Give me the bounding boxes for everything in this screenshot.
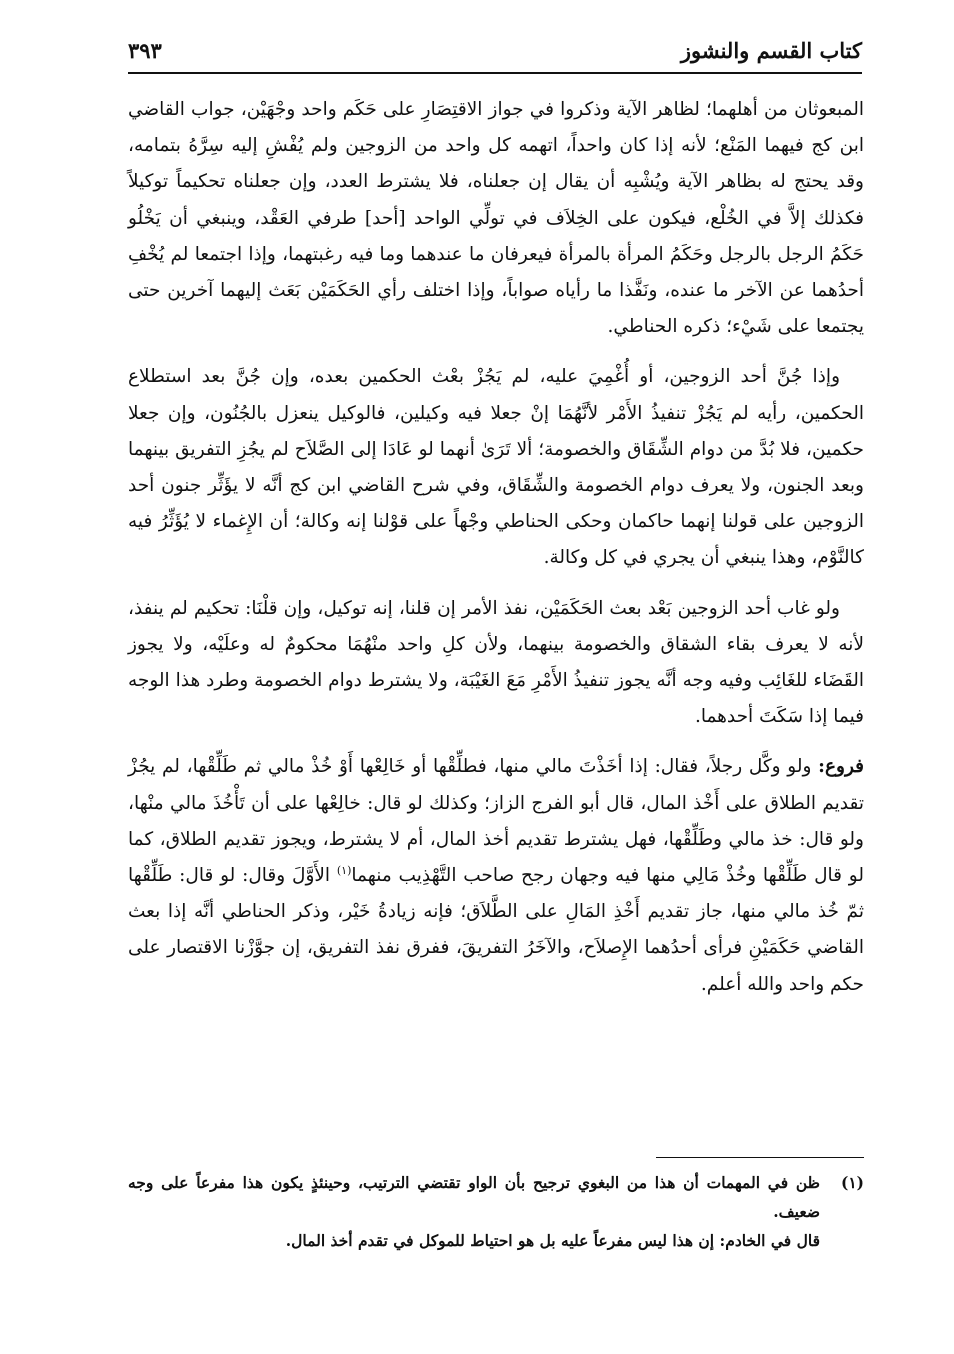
paragraph-text-continued: الأَوَّلَ وقال: لو قال: طَلِّقْها ثمّ خُذ مالي منها، جاز تقديم أَخْذِ المَالِ على الطَّلاَق؛ فإنه زيادةُ خَيْر، وذكر الحناطي أنَّه إذا بعث القاضي حَكَمَيْنِ فرأى أحدُهما الإِصلاَح، والآخَرُ التفريقَ، ففرق نفذ التفريق، إن جوَّزْنا الاقتصار على حكم واحد والله أعلم. xyxy=(128,865,864,995)
footnotes xyxy=(128,1168,864,1255)
paragraph-text: وإذا جُنَّ أحد الزوجين، أو أُغْمِيَ عليه، لم يَجُزْ بعْث الحكمين بعده، وإن جُنَّ بعد استطلاع الحكمين، رأيه لم يَجُزْ تنفيذُ الأَمْر لأنَّهُمَا إنْ جعلا فيه وكيلين، فالوكيل ينعزل بالجُنُون، وإن جعلا حكمين، فلا بُدَّ من دوام الشِّقَاق والخصومة؛ ألا تَرَىٰ أنهما لو عَادَا إلى الصَّلاَح لم يجُزِ التفريق بينهما وبعد الجنون، ولا يعرف دوام الخصومة والشِّقَاق، وفي شرح القاضي ابن كج أنَّه لا يؤَثِّر جنون أحد الزوجين على قولنا إنهما حاكمان وحكى الحناطي وجْهاً على قوْلنا إنه وكالة؛ أن الإِغماء لا يُؤَثِّرُ فيه كالنَّوْم، وهذا ينبغي أن يجري في كل وكالة. xyxy=(128,366,864,569)
paragraph xyxy=(128,359,864,576)
footnote-text: ظن في المهمات أن هذا من البغوي ترجيح بأن الواو تقتضي الترتيب، وحينئذٍ يكون هذا مفرعاً على وجه ضعيف. xyxy=(128,1173,820,1221)
section-lead: فروع: xyxy=(818,756,864,778)
chapter-title: كتاب القسم والنشوز xyxy=(680,38,862,63)
footnote-continuation: قال في الخادم: إن هذا ليس مفرعاً عليه بل هو احتياط للموكل في تقدم أخذ المال. xyxy=(285,1231,820,1250)
paragraph xyxy=(128,92,864,345)
page-number: ٣٩٣ xyxy=(128,38,162,63)
footnote-divider xyxy=(656,1157,864,1158)
footnote xyxy=(128,1168,864,1226)
paragraph xyxy=(128,749,864,1002)
paragraph xyxy=(128,591,864,736)
main-text xyxy=(128,92,864,1017)
paragraph-text: المبعوثان من أهلهما؛ لظاهر الآية وذكروا في جواز الاقتِصَارِ على حَكَم واحد وجْهَيْن، جواب القاضي ابن كج فيهما المَنْع؛ لأنه إذا كان واحداً، اتهمه كل واحد من الزوجين ولم يُفْشِ إليه سِرَّهُ بتمامه، وقد يحتج له بظاهر الآية ويُشْبِه أن يقال إن جعلناه، فلا يشترط العدد، وإن جعلناه تحكيماً توكيلاً فكذلك إلاَّ في الخُلْع، فيكون على الخِلاَف في تولِّي الواحد [أحد] طرفي العَقْد، وينبغي أن يَخْلُو حَكَمُ الرجل بالرجل وحَكَمُ المرأة بالمرأة فيعرفان ما عندهما وما فيه رغبتهما، وإذا اجتمعا لم يُخْفِ أحدُهما عن الآخر ما عنده، ونَفَّذا ما رأياه صواباً، وإذا اختلف رأي الحَكَمَيْن بَعَث إليهما آخرين حتى يجتمعا على شَيْء؛ ذكره الحناطي. xyxy=(128,99,864,338)
footnote-reference[interactable]: (١) xyxy=(336,863,352,877)
paragraph-text: ولو وكَّل رجلاً، فقال: إذا أخَذْتَ مالي منها، فطلِّقْها أو خَالِعْها أَوْ خُذْ مالي ثم طَلِّقْها، لم يجُزْ تقديم الطلاق على أَخْذ المال، قال أبو الفرج الزاز؛ وكذلك لو قال: خالِعْها على أن تَأْخُذَ مالي منْها، ولو قال: خذ مالي وطَلِّقْها، فهل يشترط تقديم أخذ المال، أم لا يشترط، ويجوز تقديم الطلاق، كما لو قال طَلِّقْها وخُذْ مَالِي منها فيه وجهان رجح صاحب التَّهْذِيب منهما xyxy=(128,756,864,887)
paragraph-text: ولو غاب أحد الزوجين بَعْد بعث الحَكَمَيْن، نفذ الأمر إن قلنا، إنه توكيل، وإن قلْنَا: تحكيم لم ينفذ، لأنه لا يعرف بقاء الشقاق والخصومة بينهما، ولأن كلِ واحد منْهُمَا محكومٌ له وعلَيْه، ولا يجوز القَضَاء للغَائِب وفيه وجه أنَّه يجوز تنفيذُ الأَمْرِ مَعَ الغَيْبَة، ولا يشترط دوام الخصومة وطرد هذا الوجه فيما إذا سَكَتَ أحدهما. xyxy=(128,597,864,728)
running-header xyxy=(128,38,862,74)
footnote-number: (١) xyxy=(840,1173,864,1192)
